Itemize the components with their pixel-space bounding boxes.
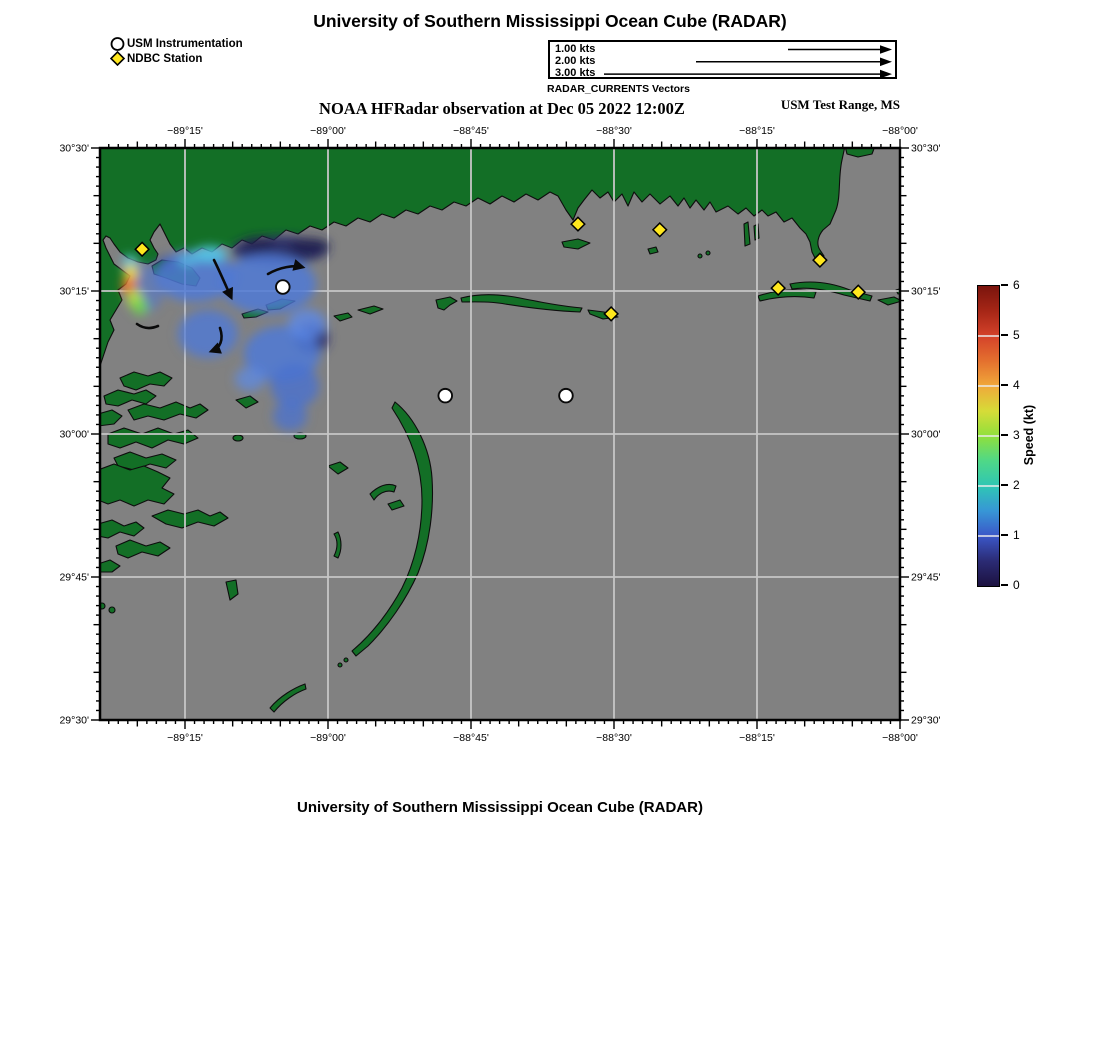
usm-instrumentation-marker [276, 280, 290, 294]
marker-legend [110, 36, 243, 66]
diamond-icon [110, 51, 127, 66]
y-tick-label-left: 29°30' [59, 714, 89, 727]
map-subtitle: NOAA HFRadar observation at Dec 05 2022 12:00Z [319, 99, 685, 118]
legend-row-ndbc [110, 51, 243, 66]
page-title: University of Southern Mississippi Ocean Cube (RADAR) [313, 11, 787, 31]
colorbar-tick-label: 6 [1013, 278, 1020, 292]
colorbar-tick [1001, 384, 1008, 386]
colorbar-gridline [978, 385, 999, 387]
colorbar-tick [1001, 484, 1008, 486]
y-tick-label-left: 30°00' [59, 428, 89, 441]
colorbar [977, 285, 1000, 587]
y-tick-label-right: 29°30' [911, 714, 941, 727]
vector-scale-arrows [550, 42, 895, 80]
colorbar-tick-label: 5 [1013, 328, 1020, 342]
y-tick-label-left: 29°45' [59, 571, 89, 584]
y-tick-label-right: 30°00' [911, 428, 941, 441]
x-tick-label-bottom: −89°00' [310, 732, 346, 744]
x-tick-label-bottom: −88°30' [596, 732, 632, 744]
x-tick-label-top: −89°00' [310, 125, 346, 137]
legend-row-usm [110, 36, 243, 51]
x-tick-label-bottom: −88°15' [739, 732, 775, 744]
usm-instrumentation-marker [438, 389, 452, 403]
colorbar-tick-label: 0 [1013, 578, 1020, 592]
colorbar-tick [1001, 284, 1008, 286]
usm-instrumentation-marker [559, 389, 573, 403]
colorbar-gridline [978, 435, 999, 437]
legend-label-usm: USM Instrumentation [127, 37, 243, 50]
map-plot [55, 125, 955, 775]
x-tick-label-bottom: −89°15' [167, 732, 203, 744]
vector-scale-label-3: 3.00 kts [555, 67, 596, 80]
vector-scale-label-2: 2.00 kts [555, 55, 596, 68]
islet [706, 251, 710, 255]
colorbar-gridline [978, 335, 999, 337]
colorbar-tick-label: 4 [1013, 378, 1020, 392]
colorbar-tick [1001, 534, 1008, 536]
colorbar-gridline [978, 535, 999, 537]
region-label: USM Test Range, MS [780, 97, 900, 112]
colorbar-tick [1001, 584, 1008, 586]
vector-scale-label-1: 1.00 kts [555, 43, 596, 55]
y-tick-label-left: 30°15' [59, 285, 89, 298]
colorbar-tick-label: 3 [1013, 428, 1020, 442]
y-tick-label-right: 30°30' [911, 142, 941, 155]
colorbar-gridline [978, 485, 999, 487]
vector-scale-labels [555, 43, 595, 80]
y-tick-label-right: 29°45' [911, 571, 941, 584]
y-tick-label-left: 30°30' [59, 142, 89, 155]
x-tick-label-top: −88°15' [739, 125, 775, 137]
vector-legend-caption: RADAR_CURRENTS Vectors [547, 83, 690, 95]
vector-scale-box [548, 40, 897, 79]
x-tick-label-bottom: −88°00' [882, 732, 918, 744]
colorbar-tick-label: 2 [1013, 478, 1020, 492]
x-tick-label-top: −88°30' [596, 125, 632, 137]
islet [233, 435, 243, 441]
x-tick-label-bottom: −88°45' [453, 732, 489, 744]
legend-label-ndbc: NDBC Station [127, 52, 203, 65]
footer-title: University of Southern Mississippi Ocean Cube (RADAR) [297, 799, 703, 816]
colorbar-tick-label: 1 [1013, 528, 1020, 542]
islet [109, 607, 115, 613]
x-tick-label-top: −89°15' [167, 125, 203, 137]
islet [344, 658, 348, 662]
circle-icon [110, 36, 127, 51]
x-tick-label-top: −88°45' [453, 125, 489, 137]
islet [698, 254, 702, 258]
islet [338, 663, 342, 667]
colorbar-tick [1001, 334, 1008, 336]
x-tick-label-top: −88°00' [882, 125, 918, 137]
colorbar-title: Speed (kt) [1022, 404, 1036, 466]
colorbar-tick [1001, 434, 1008, 436]
y-tick-label-right: 30°15' [911, 285, 941, 298]
